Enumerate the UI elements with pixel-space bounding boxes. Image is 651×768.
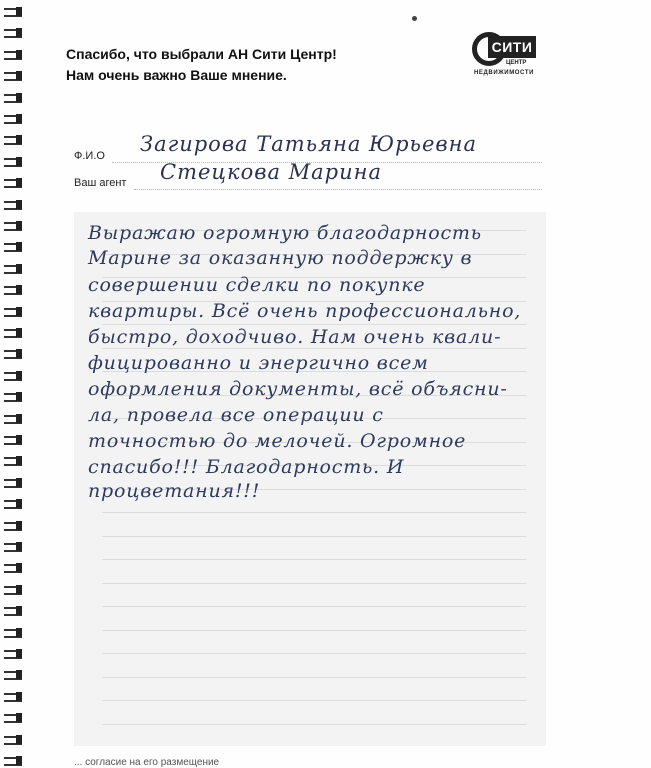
spiral-ring <box>4 265 22 274</box>
spiral-ring <box>4 115 22 124</box>
agent-underline <box>134 189 542 190</box>
header-opinion: Нам очень важно Ваше мнение. <box>66 67 287 83</box>
spiral-ring <box>4 243 22 252</box>
spiral-ring <box>4 308 22 317</box>
logo-sub-text-1: ЦЕНТР <box>506 60 527 66</box>
spiral-ring <box>4 714 22 723</box>
spiral-ring <box>4 586 22 595</box>
spiral-ring <box>4 564 22 573</box>
spiral-ring <box>4 479 22 488</box>
review-line: фицированно и энергично всем <box>88 352 429 374</box>
company-logo <box>470 30 550 82</box>
fio-handwritten-value: Загирова Татьяна Юрьевна <box>140 132 477 156</box>
logo-sub-text-2: НЕДВИЖИМОСТИ <box>474 70 535 76</box>
spiral-ring <box>4 329 22 338</box>
spiral-ring <box>4 757 22 766</box>
spiral-ring <box>4 436 22 445</box>
spiral-ring <box>4 94 22 103</box>
ruled-line <box>102 630 526 631</box>
review-line: ла, провела все операции с <box>88 404 384 426</box>
spiral-ring <box>4 158 22 167</box>
ruled-line <box>102 583 526 584</box>
form-header <box>66 44 426 86</box>
spiral-ring <box>4 372 22 381</box>
review-line: точностью до мелочей. Огромное <box>88 430 467 452</box>
spiral-binding <box>0 8 26 768</box>
fio-label: Ф.И.О <box>74 150 105 162</box>
ruled-line <box>102 536 526 537</box>
spiral-ring <box>4 51 22 60</box>
spiral-ring <box>4 671 22 680</box>
ruled-line <box>102 724 526 725</box>
spiral-ring <box>4 72 22 81</box>
spiral-ring <box>4 500 22 509</box>
spiral-ring <box>4 543 22 552</box>
spiral-ring <box>4 607 22 616</box>
spiral-ring <box>4 415 22 424</box>
spiral-ring <box>4 522 22 531</box>
spiral-ring <box>4 8 22 17</box>
spiral-ring <box>4 286 22 295</box>
spiral-ring <box>4 693 22 702</box>
spiral-ring <box>4 736 22 745</box>
agent-handwritten-value: Стецкова Марина <box>160 160 383 184</box>
ruled-line <box>102 324 526 325</box>
review-line: Марине за оказанную поддержку в <box>88 247 473 269</box>
spiral-ring <box>4 29 22 38</box>
ruled-line <box>102 677 526 678</box>
spiral-ring <box>4 179 22 188</box>
review-line: Выражаю огромную благодарность <box>88 222 482 244</box>
review-line: быстро, доходчиво. Нам очень квали- <box>88 326 502 348</box>
spiral-ring <box>4 350 22 359</box>
ruled-line <box>102 559 526 560</box>
spiral-ring <box>4 650 22 659</box>
logo-main-text: СИТИ <box>488 36 536 58</box>
ruled-line <box>102 700 526 701</box>
ruled-line <box>102 606 526 607</box>
review-line: квартиры. Всё очень профессионально, <box>88 300 522 322</box>
header-thanks: Спасибо, что выбрали АН Сити Центр! <box>66 46 337 62</box>
review-line: совершении сделки по покупке <box>88 274 426 296</box>
ruled-line <box>102 512 526 513</box>
spiral-ring <box>4 222 22 231</box>
spiral-ring <box>4 457 22 466</box>
footer-consent-text: ... согласие на его размещение <box>74 757 220 768</box>
ink-dot <box>412 16 417 21</box>
spiral-ring <box>4 136 22 145</box>
review-line: процветания!!! <box>88 480 261 502</box>
spiral-ring <box>4 393 22 402</box>
spiral-ring <box>4 629 22 638</box>
review-line: оформления документы, всё объясни- <box>88 378 508 400</box>
agent-label: Ваш агент <box>74 177 127 189</box>
ruled-line <box>102 653 526 654</box>
review-line: спасибо!!! Благодарность. И <box>88 456 405 478</box>
spiral-ring <box>4 201 22 210</box>
